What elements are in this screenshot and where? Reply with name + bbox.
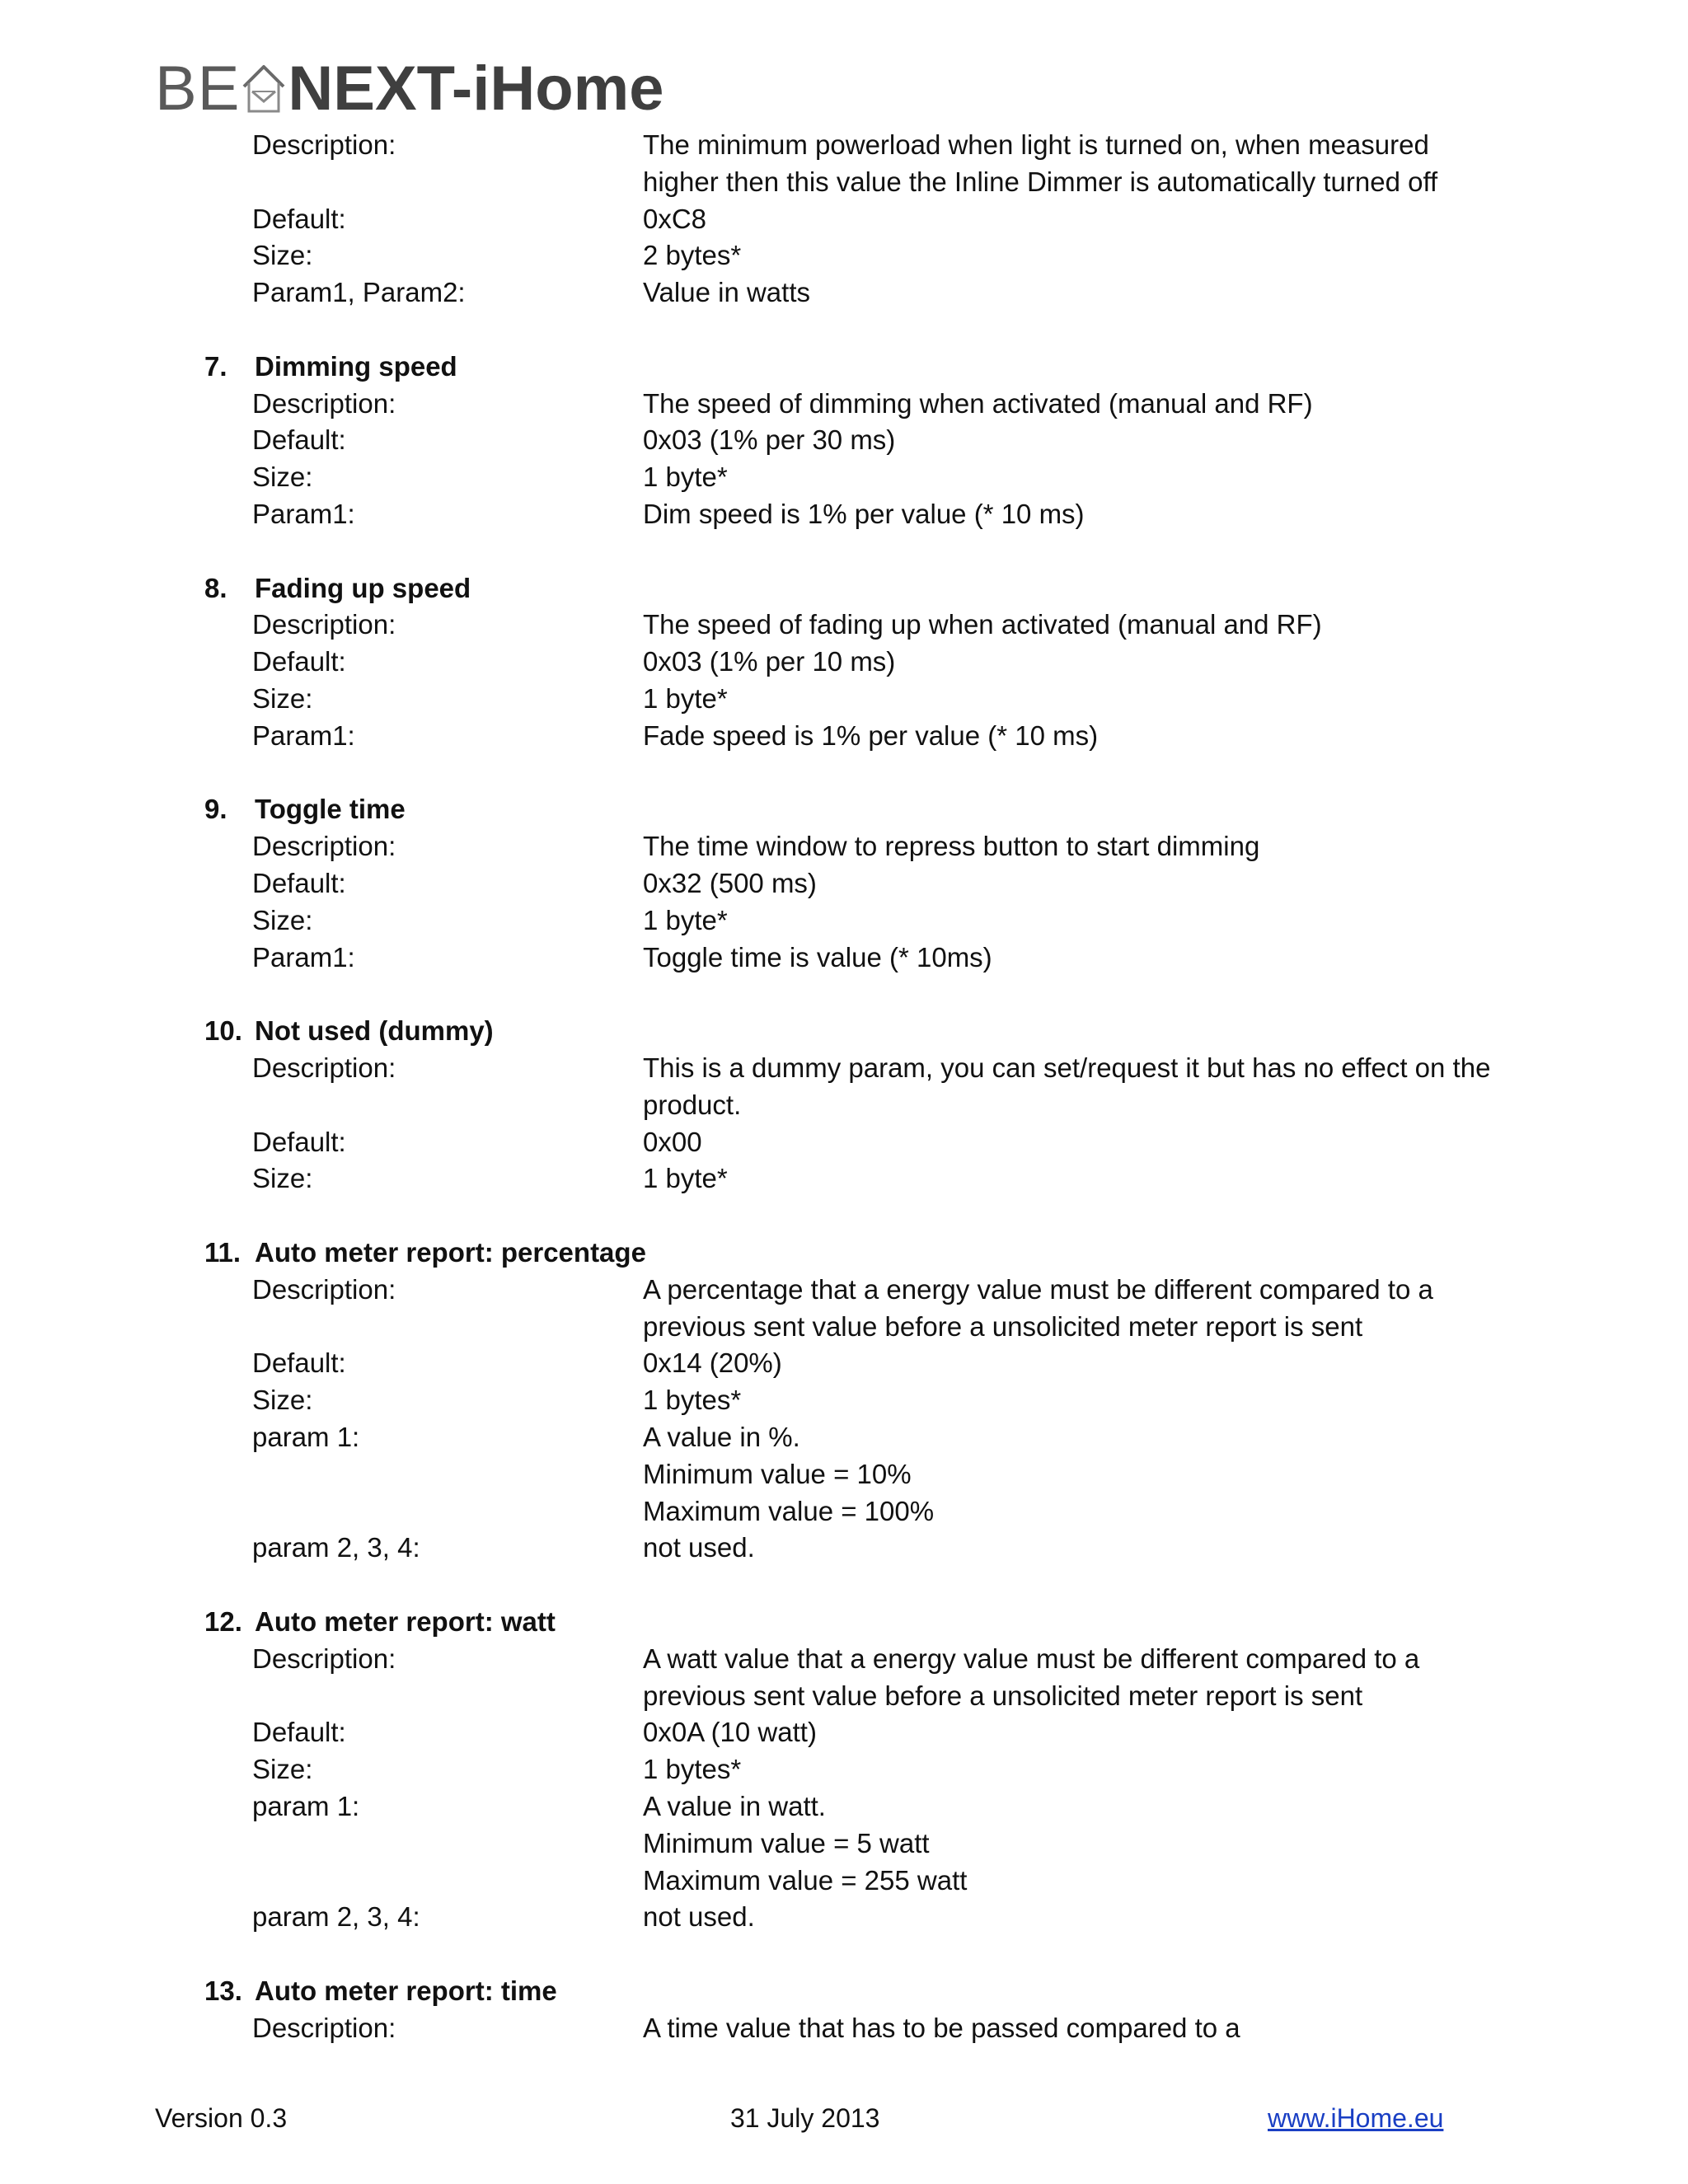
footer-date: 31 July 2013: [730, 2103, 880, 2133]
field-value: A watt value that a energy value must be different compared to a: [643, 1643, 1420, 1674]
section-title: Fading up speed: [255, 572, 471, 603]
field-label: Size:: [252, 904, 313, 935]
field-value: Value in watts: [643, 277, 810, 308]
field-value: Fade speed is 1% per value (* 10 ms): [643, 719, 1099, 751]
field-label: Size:: [252, 1385, 313, 1416]
field-value: 0x32 (500 ms): [643, 868, 817, 898]
section-number: 12.: [204, 1606, 242, 1637]
field-label: Size:: [252, 1163, 313, 1194]
field-value: A percentage that a energy value must be different compared to a: [643, 1273, 1433, 1305]
field-label: Param1:: [252, 719, 355, 751]
field-value: The speed of fading up when activated (manual and RF): [643, 609, 1322, 640]
field-label: Description:: [252, 1273, 396, 1305]
section-number: 11.: [204, 1237, 241, 1268]
footer-website-link[interactable]: www.iHome.eu: [1268, 2103, 1444, 2133]
field-value: A value in %.: [643, 1422, 800, 1452]
section-number: 10.: [204, 1015, 242, 1047]
section-number: 13.: [204, 1975, 242, 2006]
field-value: 1 byte*: [643, 1163, 728, 1194]
field-value: Maximum value = 100%: [643, 1495, 935, 1526]
field-value: not used.: [643, 1901, 755, 1933]
field-value: not used.: [643, 1532, 755, 1563]
field-label: Default:: [252, 646, 346, 677]
field-value: 1 byte*: [643, 683, 728, 714]
field-label: Size:: [252, 462, 313, 493]
field-label: Size:: [252, 683, 313, 714]
section-number: 7.: [204, 350, 227, 382]
field-label: Description:: [252, 129, 396, 160]
section-title: Auto meter report: time: [255, 1975, 557, 2006]
field-label: Default:: [252, 1717, 346, 1748]
field-value: 0x14 (20%): [643, 1347, 782, 1379]
section-title: Auto meter report: percentage: [255, 1237, 646, 1268]
field-value: 0x0A (10 watt): [643, 1717, 817, 1748]
field-label: Default:: [252, 868, 346, 898]
section-title: Not used (dummy): [255, 1015, 494, 1047]
field-label: Default:: [252, 203, 346, 234]
field-label: param 1:: [252, 1422, 360, 1452]
field-value: 1 byte*: [643, 462, 728, 493]
field-value: 1 bytes*: [643, 1385, 742, 1416]
field-label: Description:: [252, 831, 396, 862]
field-label: Default:: [252, 1126, 346, 1157]
field-value: 0xC8: [643, 203, 707, 234]
field-value: Minimum value = 5 watt: [643, 1827, 930, 1858]
logo-prefix: BE: [155, 53, 241, 124]
footer-version: Version 0.3: [155, 2103, 288, 2133]
field-label: param 1:: [252, 1791, 360, 1821]
section-title: Auto meter report: watt: [255, 1606, 556, 1637]
field-value: 0x03 (1% per 30 ms): [643, 424, 896, 456]
field-value: 0x03 (1% per 10 ms): [643, 646, 896, 677]
field-label: param 2, 3, 4:: [252, 1532, 420, 1563]
field-value: 1 bytes*: [643, 1754, 742, 1785]
field-value: previous sent value before a unsolicited meter report is sent: [643, 1310, 1363, 1342]
field-label: Param1, Param2:: [252, 277, 466, 308]
section-title: Dimming speed: [255, 350, 457, 382]
field-value: This is a dummy param, you can set/request it but has no effect on the: [643, 1052, 1491, 1083]
field-label: Param1:: [252, 499, 355, 529]
field-label: Default:: [252, 424, 346, 456]
house-icon: [241, 62, 286, 115]
field-value: The time window to repress button to start dimming: [643, 831, 1260, 862]
section-title: Toggle time: [255, 794, 406, 825]
section-number: 8.: [204, 572, 227, 603]
field-value: Maximum value = 255 watt: [643, 1864, 968, 1896]
field-label: Description:: [252, 1052, 396, 1083]
field-label: Description:: [252, 2012, 396, 2043]
field-value: A value in watt.: [643, 1791, 826, 1821]
field-value: The speed of dimming when activated (manual and RF): [643, 387, 1313, 419]
field-value: higher then this value the Inline Dimmer is automatically turned off: [643, 166, 1438, 197]
section-number: 9.: [204, 794, 227, 825]
field-label: Description:: [252, 609, 396, 640]
field-value: 1 byte*: [643, 904, 728, 935]
field-label: Size:: [252, 240, 313, 271]
field-label: Description:: [252, 1643, 396, 1674]
field-value: 0x00: [643, 1126, 702, 1157]
field-value: A time value that has to be passed compared to a: [643, 2012, 1240, 2043]
field-value: Minimum value = 10%: [643, 1458, 912, 1489]
field-label: Param1:: [252, 941, 355, 972]
field-label: Description:: [252, 387, 396, 419]
field-label: Size:: [252, 1754, 313, 1785]
field-value: product.: [643, 1089, 742, 1120]
field-label: param 2, 3, 4:: [252, 1901, 420, 1933]
field-value: 2 bytes*: [643, 240, 742, 271]
field-value: Dim speed is 1% per value (* 10 ms): [643, 499, 1085, 529]
field-value: The minimum powerload when light is turned on, when measured: [643, 129, 1429, 160]
field-value: previous sent value before a unsolicited meter report is sent: [643, 1680, 1363, 1711]
logo-suffix: NEXT-iHome: [288, 53, 664, 124]
brand-logo: [155, 51, 663, 125]
field-label: Default:: [252, 1347, 346, 1379]
field-value: Toggle time is value (* 10ms): [643, 941, 992, 972]
